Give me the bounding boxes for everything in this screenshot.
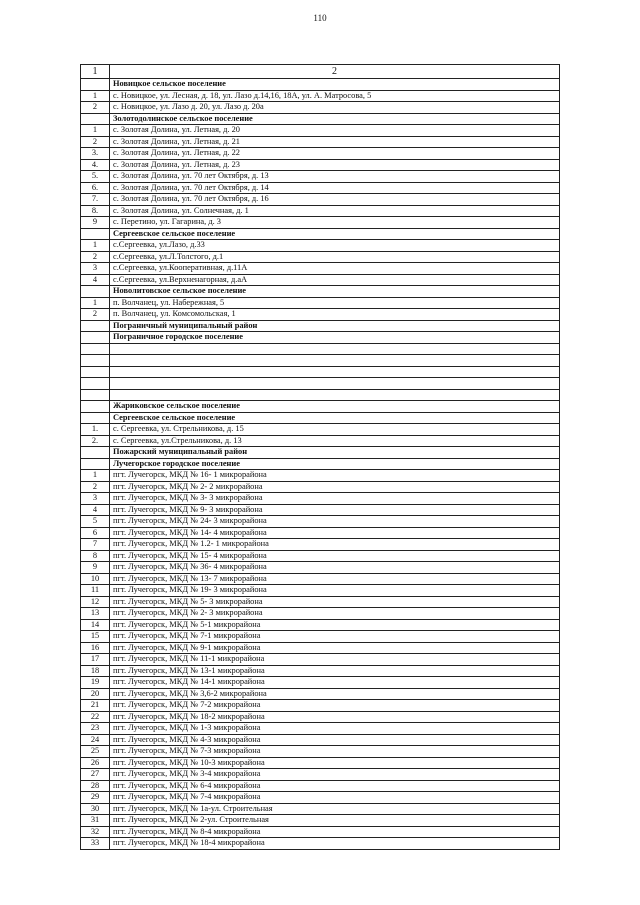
row-address bbox=[110, 366, 560, 378]
row-number: 2 bbox=[81, 251, 110, 263]
row-address bbox=[110, 389, 560, 401]
row-address: с.Сергеевка, ул.Верхненагорная, д.аА bbox=[110, 274, 560, 286]
row-address: пгт. Лучегорск, МКД № 1а-ул. Строительная bbox=[110, 803, 560, 815]
table-row bbox=[81, 251, 560, 263]
row-number: 1 bbox=[81, 297, 110, 309]
table-row bbox=[81, 734, 560, 746]
table-row bbox=[81, 435, 560, 447]
row-number: 8 bbox=[81, 550, 110, 562]
row-address: пгт. Лучегорск, МКД № 18-4 микрорайона bbox=[110, 838, 560, 850]
row-address: пгт. Лучегорск, МКД № 2-ул. Строительная bbox=[110, 815, 560, 827]
row-number: 21 bbox=[81, 700, 110, 712]
row-address: пгт. Лучегорск, МКД № 14- 4 микрорайона bbox=[110, 527, 560, 539]
table-row bbox=[81, 677, 560, 689]
section-title: Пограничное городское поселение bbox=[110, 332, 560, 344]
row-address bbox=[110, 355, 560, 367]
table-row bbox=[81, 688, 560, 700]
row-number: 2 bbox=[81, 136, 110, 148]
table-row bbox=[81, 366, 560, 378]
row-number: 1 bbox=[81, 125, 110, 137]
row-number: 30 bbox=[81, 803, 110, 815]
row-number bbox=[81, 355, 110, 367]
section-row bbox=[81, 401, 560, 413]
row-number bbox=[81, 79, 110, 91]
table-row bbox=[81, 723, 560, 735]
row-number: 19 bbox=[81, 677, 110, 689]
row-number: 4 bbox=[81, 274, 110, 286]
row-number: 15 bbox=[81, 631, 110, 643]
table-header-row bbox=[81, 65, 560, 79]
row-number bbox=[81, 366, 110, 378]
row-address: с. Перетино, ул. Гагарина, д. 3 bbox=[110, 217, 560, 229]
table-row bbox=[81, 194, 560, 206]
table-row bbox=[81, 493, 560, 505]
table-row bbox=[81, 769, 560, 781]
row-number: 2 bbox=[81, 309, 110, 321]
row-number: 24 bbox=[81, 734, 110, 746]
section-row bbox=[81, 113, 560, 125]
row-address: с. Новицкое, ул. Лесная, д. 18, ул. Лазо д.14,16, 18А, ул. А. Матросова, 5 bbox=[110, 90, 560, 102]
row-address: пгт. Лучегорск, МКД № 7-3 микрорайона bbox=[110, 746, 560, 758]
row-number: 4 bbox=[81, 504, 110, 516]
row-address: пгт. Лучегорск, МКД № 2- 2 микрорайона bbox=[110, 481, 560, 493]
row-address: с. Золотая Долина, ул. Летная, д. 23 bbox=[110, 159, 560, 171]
table-row bbox=[81, 642, 560, 654]
row-address: пгт. Лучегорск, МКД № 19- 3 микрорайона bbox=[110, 585, 560, 597]
row-number: 1 bbox=[81, 90, 110, 102]
table-row bbox=[81, 631, 560, 643]
row-number: 6 bbox=[81, 527, 110, 539]
row-address: пгт. Лучегорск, МКД № 7-2 микрорайона bbox=[110, 700, 560, 712]
row-address: пгт. Лучегорск, МКД № 5- 3 микрорайона bbox=[110, 596, 560, 608]
row-address: с. Золотая Долина, ул. 70 лет Октября, д. 16 bbox=[110, 194, 560, 206]
row-number: 5 bbox=[81, 516, 110, 528]
section-title: Пограничный муниципальный район bbox=[110, 320, 560, 332]
row-address: пгт. Лучегорск, МКД № 13-1 микрорайона bbox=[110, 665, 560, 677]
row-number bbox=[81, 378, 110, 390]
table-row bbox=[81, 274, 560, 286]
row-address: пгт. Лучегорск, МКД № 9- 3 микрорайона bbox=[110, 504, 560, 516]
row-number: 3 bbox=[81, 263, 110, 275]
row-address: пгт. Лучегорск, МКД № 3,6-2 микрорайона bbox=[110, 688, 560, 700]
row-number: 17 bbox=[81, 654, 110, 666]
row-number: 25 bbox=[81, 746, 110, 758]
table-row bbox=[81, 481, 560, 493]
row-number bbox=[81, 320, 110, 332]
table-row bbox=[81, 539, 560, 551]
row-number: 7. bbox=[81, 194, 110, 206]
row-address: пгт. Лучегорск, МКД № 18-2 микрорайона bbox=[110, 711, 560, 723]
row-number: 14 bbox=[81, 619, 110, 631]
row-address: с. Золотая Долина, ул. Летная, д. 22 bbox=[110, 148, 560, 160]
row-address: пгт. Лучегорск, МКД № 4-3 микрорайона bbox=[110, 734, 560, 746]
row-address: с. Золотая Долина, ул. 70 лет Октября, д. 13 bbox=[110, 171, 560, 183]
address-table-body bbox=[81, 65, 560, 850]
table-row bbox=[81, 527, 560, 539]
section-row bbox=[81, 228, 560, 240]
row-number: 10 bbox=[81, 573, 110, 585]
row-address bbox=[110, 343, 560, 355]
table-row bbox=[81, 102, 560, 114]
row-number: 20 bbox=[81, 688, 110, 700]
page-number: 110 bbox=[313, 13, 327, 23]
table-row bbox=[81, 159, 560, 171]
header-col-number: 1 bbox=[81, 65, 110, 79]
table-row bbox=[81, 205, 560, 217]
table-row bbox=[81, 780, 560, 792]
row-address: пгт. Лучегорск, МКД № 3-4 микрорайона bbox=[110, 769, 560, 781]
row-number: 29 bbox=[81, 792, 110, 804]
row-number bbox=[81, 458, 110, 470]
table-row bbox=[81, 378, 560, 390]
row-number: 3 bbox=[81, 493, 110, 505]
row-number: 13 bbox=[81, 608, 110, 620]
section-title: Сергеевское сельское поселение bbox=[110, 412, 560, 424]
section-title: Новолитовское сельское поселение bbox=[110, 286, 560, 298]
table-row bbox=[81, 355, 560, 367]
row-address: пгт. Лучегорск, МКД № 1-3 микрорайона bbox=[110, 723, 560, 735]
row-address: с.Сергеевка, ул.Кооперативная, д.11А bbox=[110, 263, 560, 275]
table-row bbox=[81, 757, 560, 769]
row-address: с. Золотая Долина, ул. 70 лет Октября, д. 14 bbox=[110, 182, 560, 194]
row-number: 9 bbox=[81, 217, 110, 229]
row-address: пгт. Лучегорск, МКД № 5-1 микрорайона bbox=[110, 619, 560, 631]
row-number: 3. bbox=[81, 148, 110, 160]
row-number: 12 bbox=[81, 596, 110, 608]
row-address: пгт. Лучегорск, МКД № 16- 1 микрорайона bbox=[110, 470, 560, 482]
table-row bbox=[81, 573, 560, 585]
table-row bbox=[81, 297, 560, 309]
address-table bbox=[80, 64, 560, 850]
row-address: с. Золотая Долина, ул. Солнечная, д. 1 bbox=[110, 205, 560, 217]
row-number bbox=[81, 412, 110, 424]
table-row bbox=[81, 424, 560, 436]
row-address bbox=[110, 378, 560, 390]
table-row bbox=[81, 240, 560, 252]
row-address: с. Сергеевка, ул.Стрельникова, д. 13 bbox=[110, 435, 560, 447]
row-number: 27 bbox=[81, 769, 110, 781]
row-address: пгт. Лучегорск, МКД № 8-4 микрорайона bbox=[110, 826, 560, 838]
row-number: 1. bbox=[81, 424, 110, 436]
row-address: п. Волчанец, ул. Набережная, 5 bbox=[110, 297, 560, 309]
row-number bbox=[81, 113, 110, 125]
table-row bbox=[81, 838, 560, 850]
row-address: с. Золотая Долина, ул. Летная, д. 20 bbox=[110, 125, 560, 137]
section-row bbox=[81, 320, 560, 332]
section-title: Сергеевское сельское поселение bbox=[110, 228, 560, 240]
table-row bbox=[81, 826, 560, 838]
table-row bbox=[81, 803, 560, 815]
section-title: Новицкое сельское поселение bbox=[110, 79, 560, 91]
row-number: 9 bbox=[81, 562, 110, 574]
table-row bbox=[81, 700, 560, 712]
table-row bbox=[81, 550, 560, 562]
row-address: пгт. Лучегорск, МКД № 36- 4 микрорайона bbox=[110, 562, 560, 574]
row-number: 7 bbox=[81, 539, 110, 551]
table-row bbox=[81, 217, 560, 229]
row-number: 2 bbox=[81, 102, 110, 114]
row-number: 1 bbox=[81, 470, 110, 482]
table-row bbox=[81, 746, 560, 758]
table-row bbox=[81, 263, 560, 275]
table-row bbox=[81, 90, 560, 102]
row-number: 32 bbox=[81, 826, 110, 838]
row-number: 8. bbox=[81, 205, 110, 217]
table-row bbox=[81, 182, 560, 194]
table-row bbox=[81, 148, 560, 160]
row-address: с. Новицкое, ул. Лазо д. 20, ул. Лазо д. 20а bbox=[110, 102, 560, 114]
row-number bbox=[81, 343, 110, 355]
section-row bbox=[81, 286, 560, 298]
table-row bbox=[81, 815, 560, 827]
table-row bbox=[81, 711, 560, 723]
section-title: Пожарский муниципальный район bbox=[110, 447, 560, 459]
section-row bbox=[81, 447, 560, 459]
row-number: 16 bbox=[81, 642, 110, 654]
table-row bbox=[81, 654, 560, 666]
row-address: с.Сергеевка, ул.Лазо, д.33 bbox=[110, 240, 560, 252]
table-row bbox=[81, 309, 560, 321]
table-row bbox=[81, 136, 560, 148]
row-number: 23 bbox=[81, 723, 110, 735]
table-row bbox=[81, 596, 560, 608]
row-address: пгт. Лучегорск, МКД № 15- 4 микрорайона bbox=[110, 550, 560, 562]
section-title: Лучегорское городское поселение bbox=[110, 458, 560, 470]
row-number bbox=[81, 389, 110, 401]
section-row bbox=[81, 79, 560, 91]
table-row bbox=[81, 792, 560, 804]
row-address: пгт. Лучегорск, МКД № 1.2- 1 микрорайона bbox=[110, 539, 560, 551]
row-address: пгт. Лучегорск, МКД № 24- 3 микрорайона bbox=[110, 516, 560, 528]
row-address: пгт. Лучегорск, МКД № 7-1 микрорайона bbox=[110, 631, 560, 643]
row-address: пгт. Лучегорск, МКД № 13- 7 микрорайона bbox=[110, 573, 560, 585]
row-number: 18 bbox=[81, 665, 110, 677]
row-address: пгт. Лучегорск, МКД № 11-1 микрорайона bbox=[110, 654, 560, 666]
row-address: пгт. Лучегорск, МКД № 9-1 микрорайона bbox=[110, 642, 560, 654]
row-number bbox=[81, 401, 110, 413]
table-row bbox=[81, 608, 560, 620]
header-col-address: 2 bbox=[110, 65, 560, 79]
table-row bbox=[81, 585, 560, 597]
section-row bbox=[81, 412, 560, 424]
table-row bbox=[81, 562, 560, 574]
table-row bbox=[81, 389, 560, 401]
row-number bbox=[81, 332, 110, 344]
section-row bbox=[81, 458, 560, 470]
row-number: 31 bbox=[81, 815, 110, 827]
row-number bbox=[81, 228, 110, 240]
row-number: 5. bbox=[81, 171, 110, 183]
table-row bbox=[81, 619, 560, 631]
table-row bbox=[81, 470, 560, 482]
row-number: 4. bbox=[81, 159, 110, 171]
table-row bbox=[81, 516, 560, 528]
row-address: пгт. Лучегорск, МКД № 3- 3 микрорайона bbox=[110, 493, 560, 505]
table-row bbox=[81, 504, 560, 516]
row-address: п. Волчанец, ул. Комсомольская, 1 bbox=[110, 309, 560, 321]
row-number: 1 bbox=[81, 240, 110, 252]
row-number bbox=[81, 447, 110, 459]
row-address: пгт. Лучегорск, МКД № 10-3 микрорайона bbox=[110, 757, 560, 769]
table-row bbox=[81, 665, 560, 677]
section-title: Жариковское сельское поселение bbox=[110, 401, 560, 413]
row-number bbox=[81, 286, 110, 298]
row-number: 2 bbox=[81, 481, 110, 493]
row-number: 2. bbox=[81, 435, 110, 447]
row-address: пгт. Лучегорск, МКД № 7-4 микрорайона bbox=[110, 792, 560, 804]
row-address: с.Сергеевка, ул.Л.Толстого, д.1 bbox=[110, 251, 560, 263]
row-number: 6. bbox=[81, 182, 110, 194]
row-number: 11 bbox=[81, 585, 110, 597]
row-number: 28 bbox=[81, 780, 110, 792]
row-address: пгт. Лучегорск, МКД № 6-4 микрорайона bbox=[110, 780, 560, 792]
row-number: 26 bbox=[81, 757, 110, 769]
row-address: пгт. Лучегорск, МКД № 14-1 микрорайона bbox=[110, 677, 560, 689]
table-row bbox=[81, 343, 560, 355]
row-number: 22 bbox=[81, 711, 110, 723]
section-title: Золотодолинское сельское поселение bbox=[110, 113, 560, 125]
table-row bbox=[81, 125, 560, 137]
row-address: с. Сергеевка, ул. Стрельникова, д. 15 bbox=[110, 424, 560, 436]
table-row bbox=[81, 171, 560, 183]
row-number: 33 bbox=[81, 838, 110, 850]
row-address: с. Золотая Долина, ул. Летная, д. 21 bbox=[110, 136, 560, 148]
section-row bbox=[81, 332, 560, 344]
row-address: пгт. Лучегорск, МКД № 2- 3 микрорайона bbox=[110, 608, 560, 620]
